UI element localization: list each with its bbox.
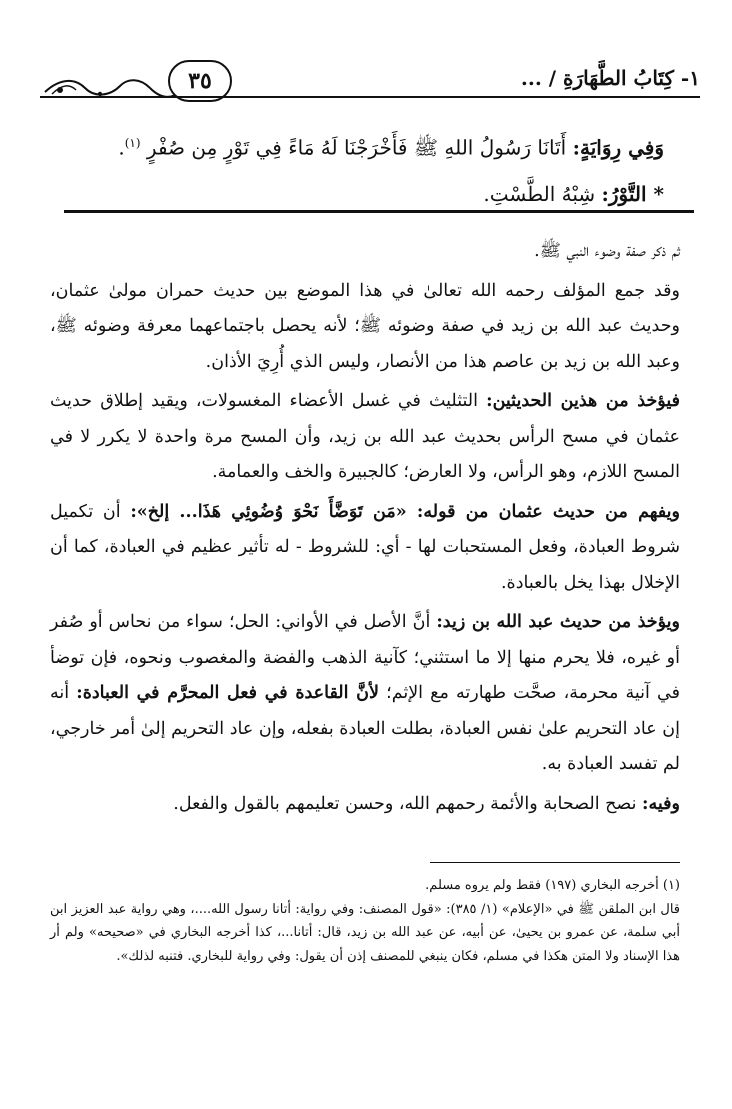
footnote-2: قال ابن الملقن ﷺ في «الإعلام» (١/ ٣٨٥): «قول المصنف: وفي رواية: أتانا رسول الله....، وهي رواية عبد العزيز ابن أبي سلمة، عن عمرو بن يحيىٰ، عن أبيه، عن عبد الله بن زيد، قال: أتانا...، كذا أخرجه البخاري في «صحيحه» ولم أر هذا الإسناد ولا المتن هكذا في مسلم، فكان ينبغي للمصنف إذن أن يقول: وفي رواية للبخاري. فتنبه لذلك». — [50, 901, 681, 964]
paragraph-lead: ويؤخذ من حديث عبد الله بن زيد: — [436, 612, 680, 632]
paragraph — [50, 605, 680, 783]
commentary-body — [50, 234, 680, 826]
page-number: ٣٥ — [168, 60, 232, 102]
footnotes — [50, 874, 680, 968]
quote-line-1 — [64, 120, 664, 171]
definition-term: * التَّوْرُ: — [601, 181, 664, 206]
paragraph: وقد جمع المؤلف رحمه الله تعالىٰ في هذا الموضع بين حديث حمران مولىٰ عثمان، وحديث عبد الله بن زيد في صفة وضوئه ﷺ؛ لأنه يحصل باجتماعهما معرفة وضوئه ﷺ، وعبد الله بن زيد بن عاصم هذا من الأنصار، وليس الذي أُرِيَ الأذان. — [50, 280, 680, 372]
definition-text: شِبْهُ الطَّسْتِ. — [483, 181, 596, 206]
paragraph-text: أن تكميل شروط العبادة، وفعل المستحبات لها - أي: للشروط - له تأثير عظيم في العبادة، كما أن الإخلال بهذا يخل بالعبادة. — [50, 501, 680, 593]
paragraph-rule: لأنَّ القاعدة في فعل المحرَّم في العبادة: — [76, 683, 379, 703]
paragraph-text: التثليث في غسل الأعضاء المغسولات، ويقيد إطلاق حديث عثمان في مسح الرأس بحديث عبد الله بن زيد، وأن المسح مرة واحدة لا يكرر لا في المسح اللازم، وهو الرأس، ولا العارض؛ كالجبيرة والخف والعمامة. — [50, 391, 680, 482]
paragraph-text: نصح الصحابة والأئمة رحمهم الله، وحسن تعليمهم بالقول والفعل. — [173, 793, 637, 814]
paragraph — [50, 787, 680, 823]
paragraph — [50, 495, 680, 602]
header-rule — [40, 96, 700, 98]
paragraph-lead: ويفهم من حديث عثمان من قوله: «مَن تَوَضَّأَ نَحْوَ وُضُوئِي هَذَا... إلخ»: — [130, 501, 680, 522]
paragraph-lead: وفيه: — [642, 793, 680, 814]
paragraph-lead: فيؤخذ من هذين الحديثين: — [486, 391, 680, 411]
section-divider — [64, 210, 694, 213]
paragraph-text: أنَّ الأصل في الأواني: الحل؛ سواء من نحاس أو صُفر أو غيره، فلا يحرم منها إلا ما استثني؛ كآنية الذهب والفضة والمغصوب ونحوه، فإن توضأ في آنية محرمة، صحَّت طهارته مع الإثم؛ — [50, 612, 680, 703]
paragraph: ثم ذكر صفة وضوء النبي ﷺ. — [534, 241, 680, 261]
footnote-1: (١) أخرجه البخاري (١٩٧) فقط ولم يروه مسلم. — [425, 878, 680, 893]
chapter-title: ١- كِتَابُ الطَّهَارَةِ / ... — [520, 66, 700, 90]
footnote-ref[interactable]: (١) — [124, 136, 141, 150]
page-header — [40, 60, 700, 110]
paragraph-text: أنه إن عاد التحريم علىٰ نفس العبادة، بطلت العبادة بفعله، وإن عاد التحريم إلىٰ أمر خارجي، لم تفسد العبادة به. — [50, 683, 680, 774]
hadith-quote — [64, 120, 664, 217]
paragraph — [50, 384, 680, 491]
quote-end: . — [118, 135, 125, 160]
footnote-rule — [430, 862, 680, 863]
quote-lead: وَفِي رِوَايَةٍ: — [572, 135, 664, 160]
quote-text: أَتَانَا رَسُولُ اللهِ ﷺ فَأَخْرَجْنَا لَهُ مَاءً فِي تَوْرٍ مِن صُفْرٍ — [146, 135, 567, 160]
